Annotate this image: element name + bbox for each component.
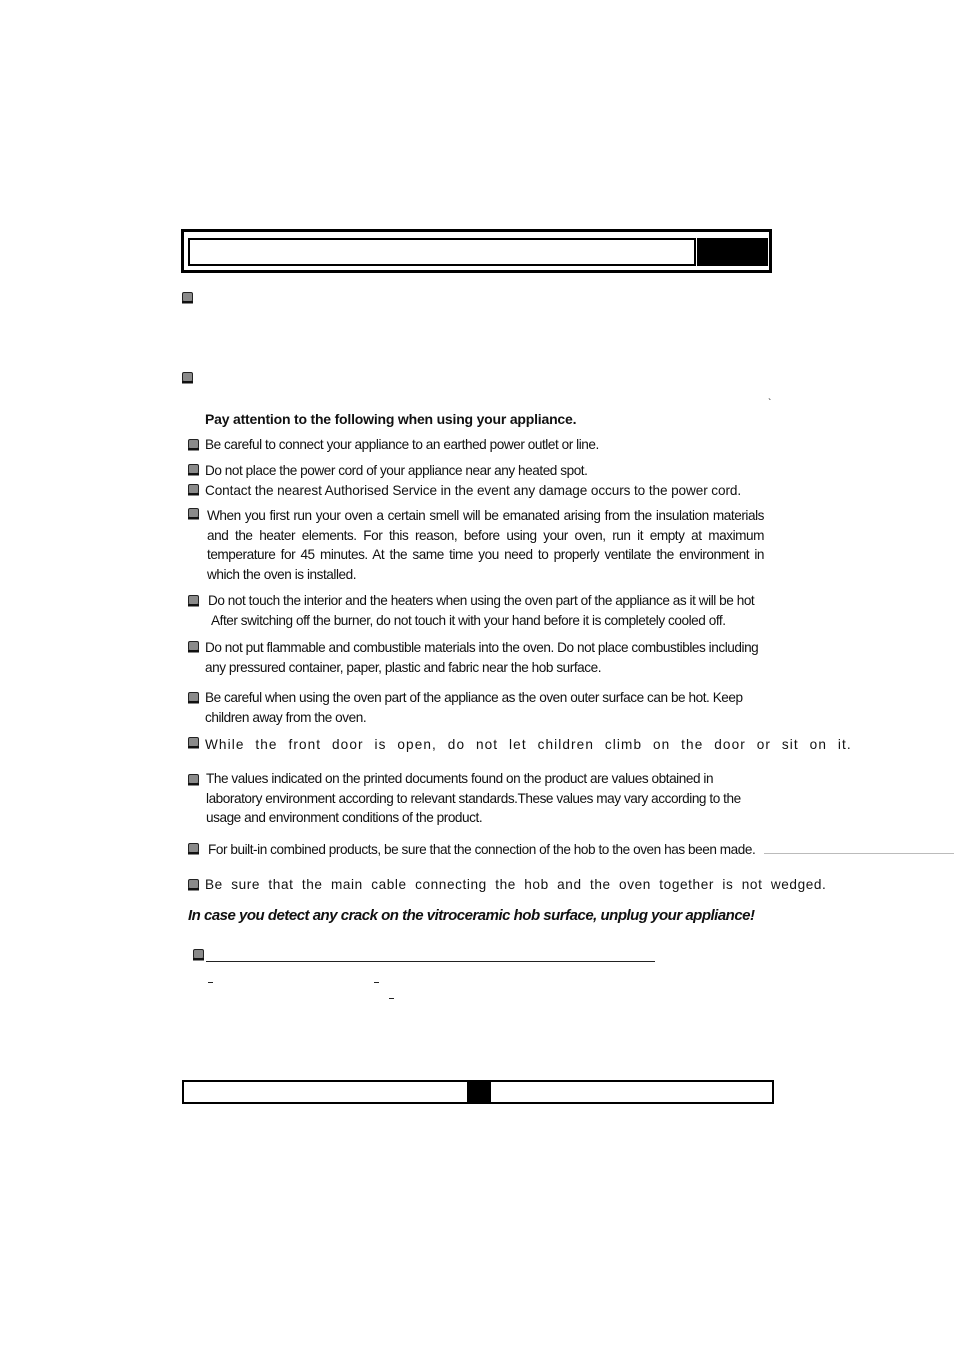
bullet-icon	[188, 879, 199, 891]
bullet-icon	[188, 641, 199, 653]
list-item-continuation: After switching off the burner, do not touch it with your hand before it is completely cooled off.	[211, 613, 726, 628]
list-item: The values indicated on the printed documents found on the product are values obtained in laboratory environment according to relevant standards.These values may vary according to the usage and environment conditions of the product.	[206, 771, 741, 825]
page-number-block	[467, 1080, 491, 1104]
list-item: Be careful when using the oven part of the appliance as the oven outer surface can be hot. Keep children away from the oven.	[205, 690, 743, 725]
bullet-icon	[193, 949, 204, 961]
list-item: Do not put flammable and combustible materials into the oven. Do not place combustibles including any pressured container, paper, plastic and fabric near the hob surface.	[205, 640, 759, 675]
bullet-icon	[188, 439, 199, 451]
list-item: Do not touch the interior and the heaters when using the oven part of the appliance as it will be hot	[208, 593, 755, 608]
bullet-icon	[188, 737, 199, 749]
crack-warning: In case you detect any crack on the vitroceramic hob surface, unplug your appliance!	[188, 907, 755, 924]
intro-heading: Pay attention to the following when using your appliance.	[205, 411, 577, 427]
divider	[764, 853, 954, 854]
list-item: While the front door is open, do not let children climb on the door or sit on it.	[205, 737, 852, 752]
underline-rule	[206, 961, 655, 962]
bullet-icon	[188, 774, 199, 786]
tick-mark	[374, 982, 379, 983]
bullet-icon	[188, 595, 199, 607]
list-item: Be careful to connect your appliance to an earthed power outlet or line.	[205, 437, 599, 452]
bullet-icon	[188, 508, 199, 520]
bullet-icon	[188, 464, 199, 476]
tick-mark	[389, 998, 394, 999]
list-item: Do not place the power cord of your appliance near any heated spot.	[205, 463, 588, 478]
list-item: Contact the nearest Authorised Service in the event any damage occurs to the power cord.	[205, 483, 742, 498]
header-black-block	[697, 238, 768, 266]
bullet-icon	[188, 692, 199, 704]
list-item: Be sure that the main cable connecting the hob and the oven together is not wedged.	[205, 877, 827, 892]
list-item: For built-in combined products, be sure that the connection of the hob to the oven has been made.	[208, 842, 756, 857]
tick-mark	[208, 982, 213, 983]
bullet-icon	[182, 372, 193, 384]
bullet-icon	[188, 484, 199, 496]
stray-mark: `	[768, 398, 772, 409]
header-title-box	[188, 238, 696, 266]
list-item: When you first run your oven a certain smell will be emanated arising from the insulation materials and the heater elements. For this reason, before using your oven, run it empty at maximum temperature for 45 minutes. At the same time you need to properly ventilate the environment in which the oven is installed.	[207, 508, 764, 582]
bullet-icon	[182, 292, 193, 304]
bullet-icon	[188, 843, 199, 855]
